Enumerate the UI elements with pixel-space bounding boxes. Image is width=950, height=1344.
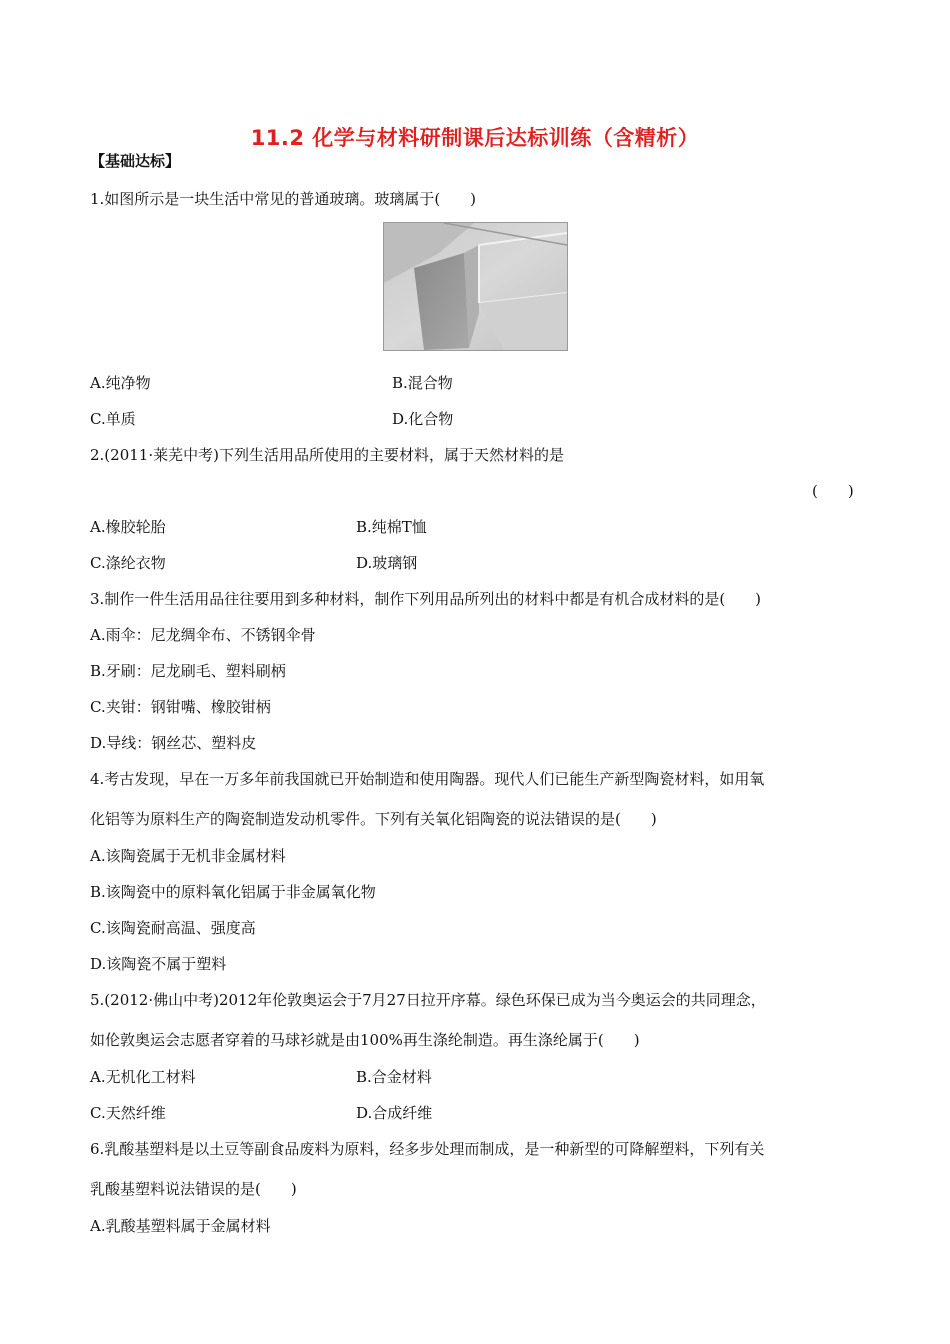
question-4-option-a: A.该陶瓷属于无机非金属材料: [90, 847, 286, 865]
question-5-stem-line-1: 5.(2012·佛山中考)2012年伦敦奥运会于7月27日拉开序幕。绿色环保已成为当今奥运会的共同理念，: [90, 991, 766, 1009]
question-5-option-b: B.合金材料: [356, 1068, 432, 1086]
question-2-option-a: A.橡胶轮胎: [90, 518, 166, 536]
question-4-option-b: B.该陶瓷中的原料氧化铝属于非金属氧化物: [90, 883, 376, 901]
question-1-option-d: D.化合物: [392, 410, 454, 428]
question-3-option-c: C.夹钳：钢钳嘴、橡胶钳柄: [90, 698, 271, 716]
question-3-stem: 3.制作一件生活用品往往要用到多种材料，制作下列用品所列出的材料中都是有机合成材料的是( ): [90, 590, 762, 608]
question-4-option-c: C.该陶瓷耐高温、强度高: [90, 919, 256, 937]
question-3-option-a: A.雨伞：尼龙绸伞布、不锈钢伞骨: [90, 626, 316, 644]
question-5-option-d: D.合成纤维: [356, 1104, 433, 1122]
page-title: 11.2 化学与材料研制课后达标训练（含精析）: [250, 126, 700, 150]
question-5-option-c: C.天然纤维: [90, 1104, 166, 1122]
question-6-option-a: A.乳酸基塑料属于金属材料: [90, 1217, 271, 1235]
question-6-stem-line-1: 6.乳酸基塑料是以土豆等副食品废料为原料，经多步处理而制成，是一种新型的可降解塑料，下列有关: [90, 1140, 765, 1158]
question-1-stem: 1.如图所示是一块生活中常见的普通玻璃。玻璃属于( ): [90, 190, 477, 208]
question-2-stem: 2.(2011·莱芜中考)下列生活用品所使用的主要材料，属于天然材料的是: [90, 446, 564, 464]
question-4-option-d: D.该陶瓷不属于塑料: [90, 955, 227, 973]
question-1-option-b: B.混合物: [392, 374, 453, 392]
question-3-option-b: B.牙刷：尼龙刷毛、塑料刷柄: [90, 662, 286, 680]
question-1-option-c: C.单质: [90, 410, 136, 428]
question-6-stem-line-2: 乳酸基塑料说法错误的是( ): [90, 1180, 297, 1198]
question-2-option-b: B.纯棉T恤: [356, 518, 427, 536]
question-5-option-a: A.无机化工材料: [90, 1068, 196, 1086]
question-4-stem-line-1: 4.考古发现，早在一万多年前我国就已开始制造和使用陶器。现代人们已能生产新型陶瓷材料，如用氧: [90, 770, 765, 788]
question-3-option-d: D.导线：钢丝芯、塑料皮: [90, 734, 257, 752]
section-heading: 【基础达标】: [90, 152, 181, 170]
question-2-option-d: D.玻璃钢: [356, 554, 418, 572]
question-5-stem-line-2: 如伦敦奥运会志愿者穿着的马球衫就是由100%再生涤纶制造。再生涤纶属于( ): [90, 1031, 640, 1049]
question-1-option-a: A.纯净物: [90, 374, 151, 392]
glass-block-photo: [383, 222, 568, 351]
question-2-option-c: C.涤纶衣物: [90, 554, 166, 572]
question-2-answer-blank: ( ): [812, 482, 854, 500]
question-4-stem-line-2: 化铝等为原料生产的陶瓷制造发动机零件。下列有关氧化铝陶瓷的说法错误的是( ): [90, 810, 657, 828]
